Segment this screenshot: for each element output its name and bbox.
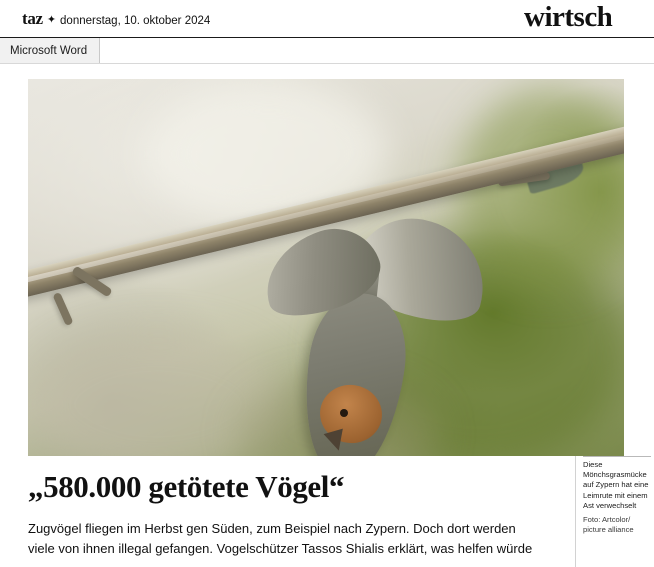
masthead-date: donnerstag, 10. oktober 2024 — [60, 15, 211, 27]
photo-caption-text: Diese Mönchsgrasmücke auf Zypern hat eine Leimrute mit einem Ast verwechselt — [583, 460, 649, 510]
tabstrip-divider — [0, 63, 654, 64]
photo-credit: Foto: Artcolor/ picture alliance — [583, 515, 634, 535]
window-tabstrip — [0, 38, 654, 64]
photo-background — [28, 79, 624, 456]
section-title: wirtsch — [524, 1, 613, 33]
photo-twig — [52, 292, 73, 326]
app-tab-label: Microsoft Word — [10, 44, 88, 57]
masthead — [0, 0, 654, 38]
photo-bird — [234, 207, 474, 456]
app-tab-microsoft-word[interactable] — [0, 38, 100, 64]
masthead-left-group — [22, 9, 210, 29]
photo-caption — [583, 456, 651, 535]
taz-logo: taz — [22, 9, 43, 28]
bird-eye — [340, 409, 348, 417]
standfirst-line-2: viele von ihnen illegal gefangen. Vogelschützer Tassos Shialis erklärt, was helfen würde — [28, 541, 533, 556]
article-standfirst — [28, 519, 566, 559]
caption-column-divider — [575, 456, 576, 567]
article-headline: „580.000 getötete Vögel“ — [28, 469, 345, 504]
article-photo — [28, 79, 624, 456]
standfirst-line-1: Zugvögel fliegen im Herbst gen Süden, zum Beispiel nach Zypern. Doch dort werden — [28, 521, 516, 536]
taz-star-icon: ✦ — [46, 14, 57, 26]
